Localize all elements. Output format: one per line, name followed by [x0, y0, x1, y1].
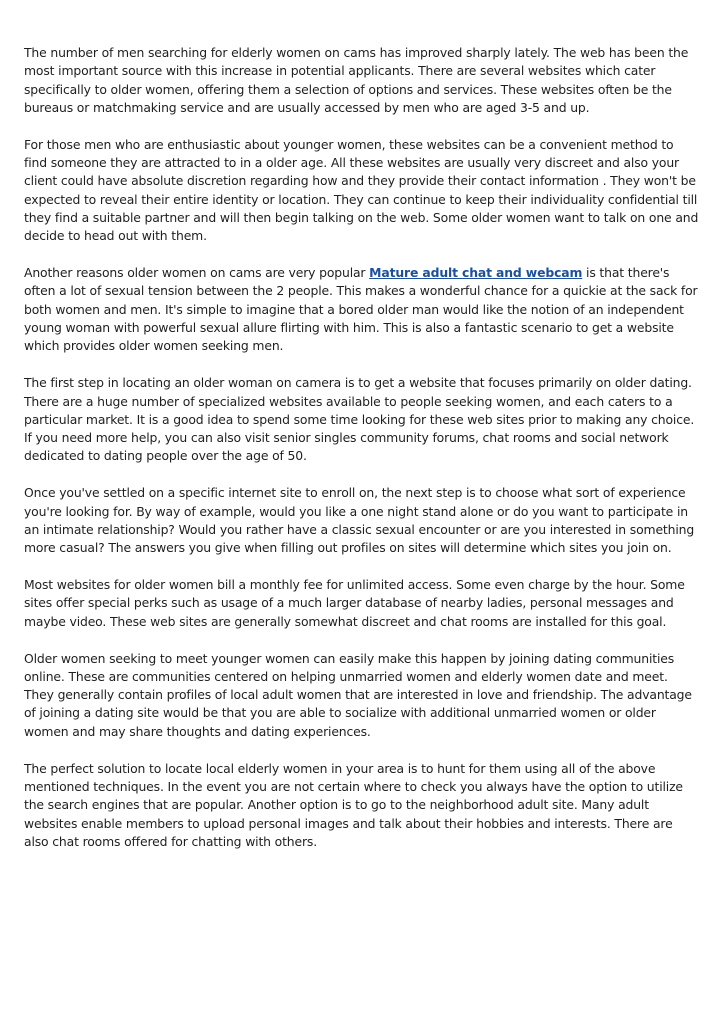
article-body [24, 44, 699, 870]
paragraph-1: The number of men searching for elderly women on cams has improved sharply lately. The web has been the most important source with this increase in potential applicants. There are several websites which cater specifically to older women, offering them a selection of options and services. These websites often be the bureaus or matchmaking service and are usually accessed by men who are aged 3-5 and up. [24, 45, 689, 115]
paragraph-3-lead: Another reasons older women on cams are very popular [24, 265, 370, 281]
mature-chat-link[interactable]: Mature adult chat and webcam [369, 265, 583, 281]
paragraph-7: Older women seeking to meet younger women can easily make this happen by joining dating communities online. These are communities centered on helping unmarried women and elderly women date and meet. They generally contain profiles of local adult women that are interested in love and friendship. The advantage of joining a dating site would be that you are able to socialize with additional unmarried women or older women and may share thoughts and dating experiences. [24, 650, 692, 739]
paragraph-8: The perfect solution to locate local elderly women in your area is to hunt for them using all of the above mentioned techniques. In the event you are not certain where to check you always have the option to utilize the search engines that are popular. Another option is to go to the neighborhood adult site. Many adult websites enable members to upload personal images and talk about their hobbies and interests. There are also chat rooms offered for chatting with others. [24, 760, 683, 849]
paragraph-4: The first step in locating an older woman on camera is to get a website that focuses primarily on older dating. There are a huge number of specialized websites available to people seeking women, and each caters to a particular market. It is a good idea to spend some time looking for these web sites prior to making any choice. If you need more help, you can also visit senior singles community forums, chat rooms and social network dedicated to dating people over the age of 50. [24, 375, 695, 464]
paragraph-5: Once you've settled on a specific internet site to enroll on, the next step is to choose what sort of experience you're looking for. By way of example, would you like a one night stand alone or do you want to participate in an intimate relationship? Would you rather have a classic sexual encounter or are you interested in something more casual? The answers you give when filling out profiles on sites will determine which sites you join on. [24, 485, 695, 556]
paragraph-3 [24, 264, 699, 355]
paragraph-3-rest: is that there's often a lot of sexual tension between the 2 people. This makes a wonderful chance for a quickie at the sack for both women and men. It's simple to imagine that a bored older man would like the notion of an independent young woman with powerful sexual allure flirting with him. This is also a fantastic scenario to get a website which provides older women seeking men. [24, 265, 698, 354]
paragraph-2: For those men who are enthusiastic about younger women, these websites can be a convenient method to find someone they are attracted to in a older age. All these websites are usually very discreet and also your client could have absolute discretion regarding how and they provide their contact information . They won't be expected to reveal their entire identity or location. They can continue to keep their individuality confidential till they find a suitable partner and will then begin talking on the web. Some older women want to talk on one and decide to head out with them. [24, 136, 699, 244]
paragraph-6: Most websites for older women bill a monthly fee for unlimited access. Some even charge by the hour. Some sites offer special perks such as usage of a much larger database of nearby ladies, personal messages and maybe video. These web sites are generally somewhat discreet and chat rooms are installed for this goal. [24, 577, 685, 629]
